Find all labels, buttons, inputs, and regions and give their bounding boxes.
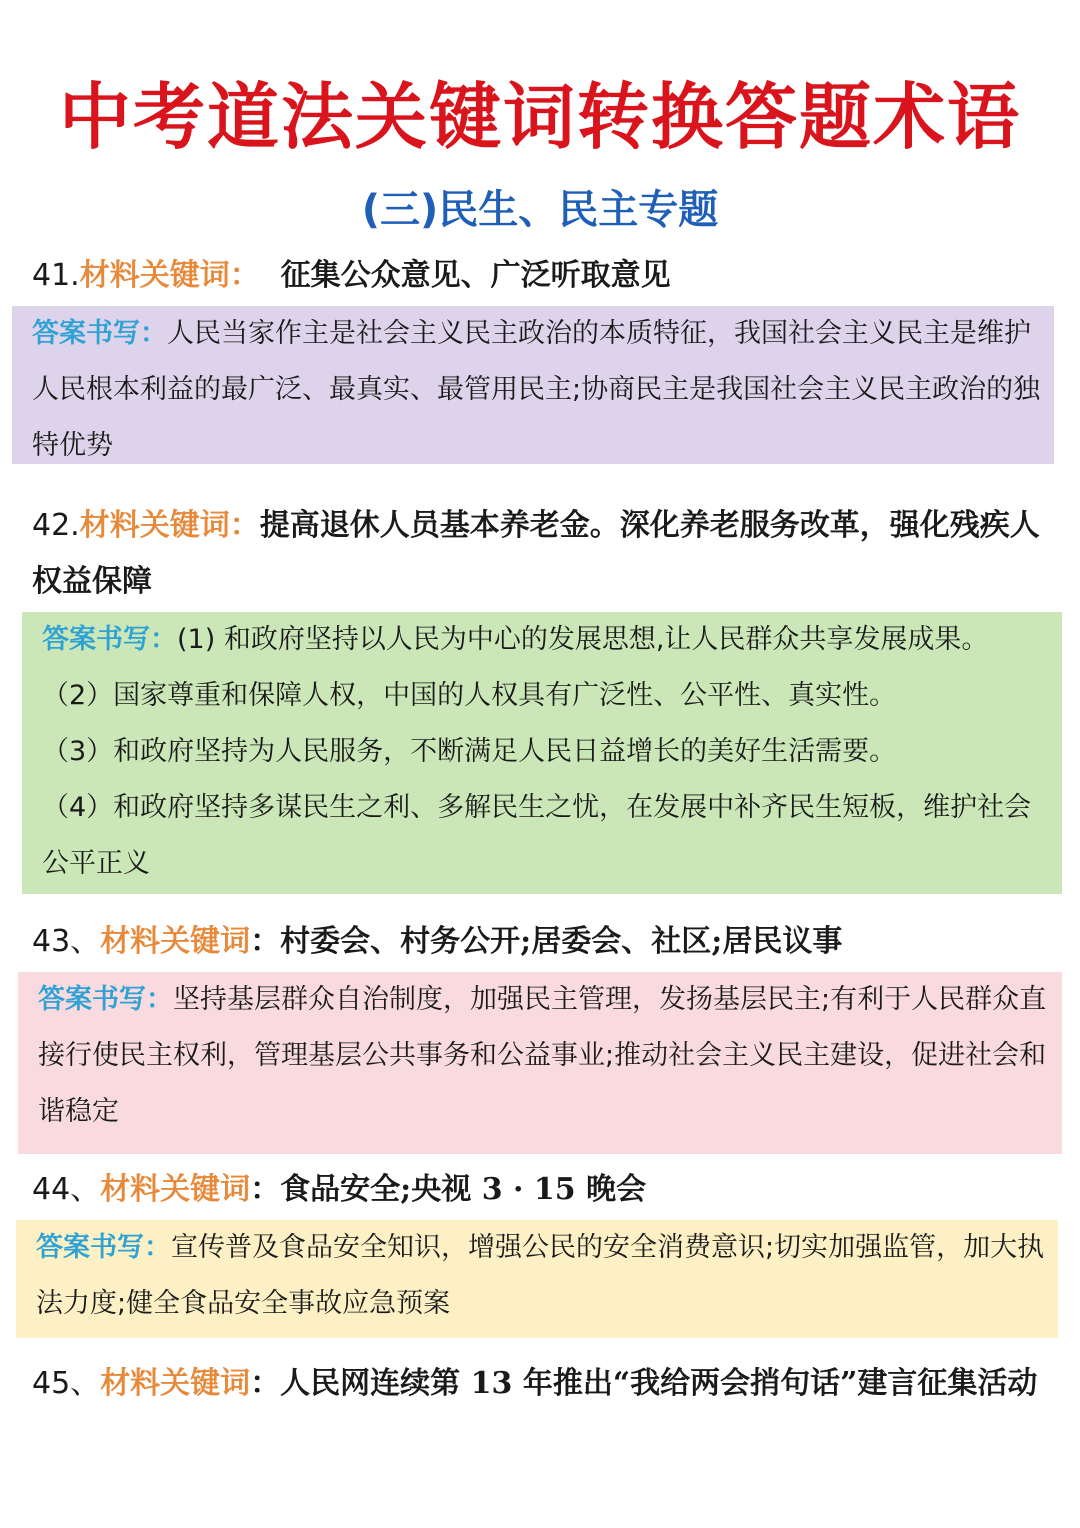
item-number: 42. (32, 508, 80, 543)
answer-line: (1) 和政府坚持以人民为中心的发展思想,让人民群众共享发展成果。 (177, 624, 989, 655)
answer-text: 坚持基层群众自治制度，加强民主管理，发扬基层民主;有利于人民群众直接行使民主权利，管理基层公共事务和公益事业;推动社会主义民主建设，促进社会和谐稳定 (38, 984, 1047, 1127)
answer-line: （3）和政府坚持为人民服务，不断满足人民日益增长的美好生活需要。 (42, 736, 897, 767)
keyword-line-44 (32, 1162, 1062, 1218)
keyword-label: 材料关键词 (100, 1366, 251, 1401)
answer-text: 宣传普及食品安全知识，增强公民的安全消费意识;切实加强监管，加大执法力度;健全食品安全事故应急预案 (36, 1232, 1045, 1319)
keyword-text: 提高退休人员基本养老金。深化养老服务改革，强化残疾人权益保障 (32, 508, 1040, 599)
page-title: 中考道法关键词转换答题术语 (58, 75, 1021, 159)
keyword-text: ：人民网连续第 13 年推出“我给两会捎句话”建言征集活动 (250, 1366, 1038, 1401)
answer-line: （2）国家尊重和保障人权，中国的人权具有广泛性、公平性、真实性。 (42, 680, 897, 711)
keyword-line-43 (32, 914, 1062, 970)
keyword-line-42 (32, 498, 1062, 610)
answer-label: 答案书写： (42, 624, 177, 655)
item-number: 45、 (32, 1366, 101, 1401)
item-number: 43、 (32, 924, 101, 959)
keyword-label: 材料关键词 (100, 924, 251, 959)
item-number: 44、 (32, 1172, 101, 1207)
keyword-line-45 (32, 1356, 1062, 1412)
answer-label: 答案书写： (38, 984, 173, 1015)
keyword-text: ：村委会、村务公开;居委会、社区;居民议事 (250, 924, 843, 959)
page-subtitle: (三)民生、民主专题 (361, 187, 719, 233)
answer-text: 人民当家作主是社会主义民主政治的本质特征，我国社会主义民主是维护人民根本利益的最广泛、最真实、最管用民主;协商民主是我国社会主义民主政治的独特优势 (32, 318, 1041, 461)
answer-label: 答案书写： (32, 318, 167, 349)
answer-box-43 (18, 972, 1062, 1154)
answer-box-41 (12, 306, 1054, 464)
answer-box-44 (16, 1220, 1058, 1338)
item-number: 41. (32, 258, 80, 293)
keyword-text: 征集公众意见、广泛听取意见 (259, 258, 671, 293)
keyword-text: ：食品安全;央视 3 · 15 晚会 (250, 1172, 647, 1207)
keyword-label: 材料关键词： (79, 508, 260, 543)
keyword-label: 材料关键词 (100, 1172, 251, 1207)
keyword-label: 材料关键词： (79, 258, 260, 293)
answer-box-42 (22, 612, 1062, 894)
answer-label: 答案书写： (36, 1232, 171, 1263)
keyword-line-41 (32, 248, 1062, 304)
answer-line: （4）和政府坚持多谋民生之利、多解民生之忧，在发展中补齐民生短板，维护社会公平正义 (42, 792, 1032, 879)
